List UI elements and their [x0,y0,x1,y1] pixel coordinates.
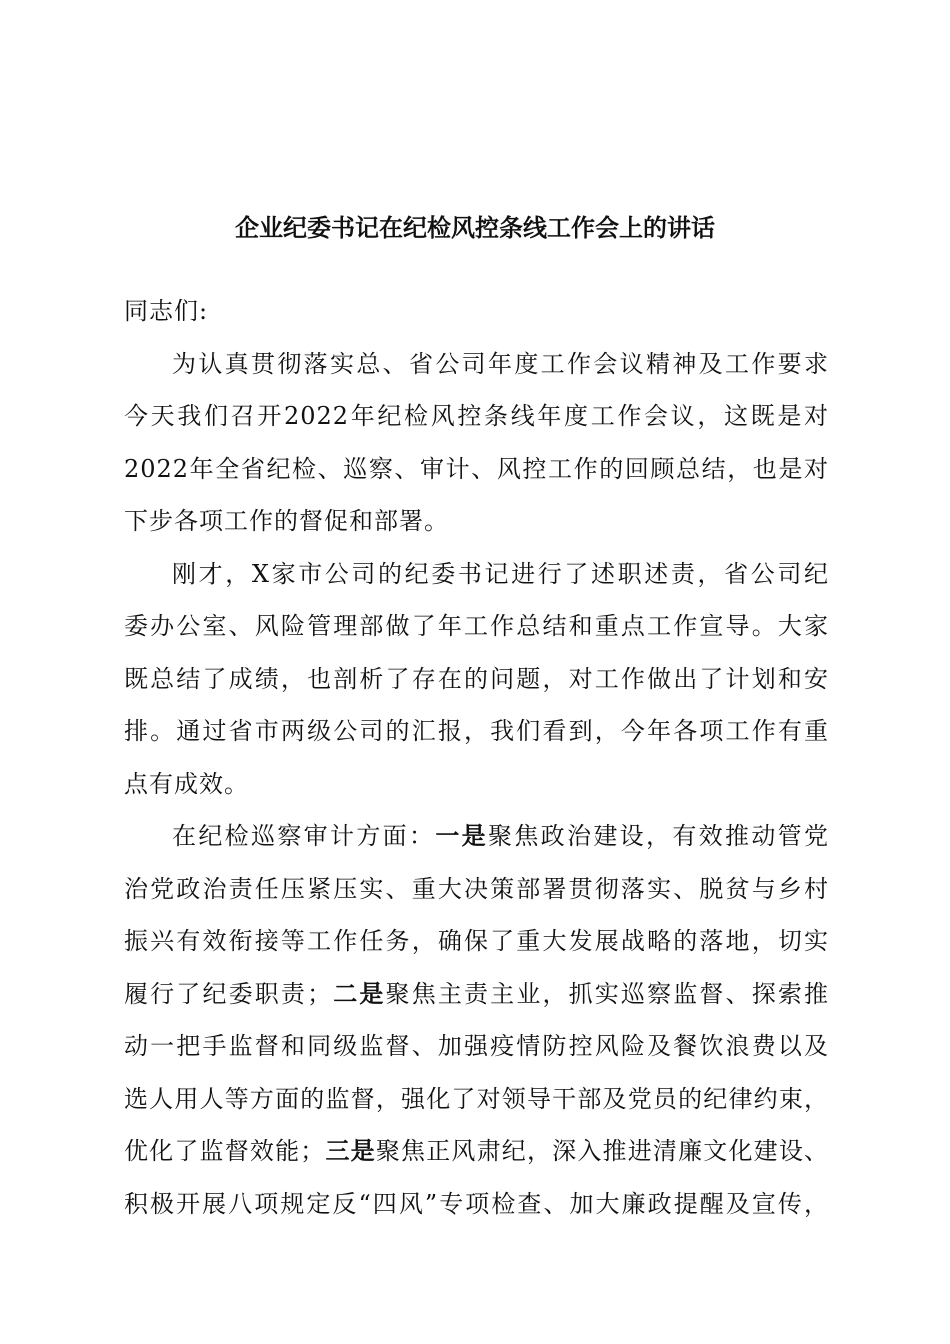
paragraph-line: 下步各项工作的督促和部署。 [124,507,449,535]
line-text: 聚焦政治建设，有效推动管党 [488,822,829,850]
paragraph-line: 振兴有效衔接等工作任务，确保了重大发展战略的落地，切实 [124,927,829,955]
line-text: 在纪检巡察审计方面： [172,822,436,850]
paragraph-line: 排。通过省市两级公司的汇报，我们看到，今年各项工作有重 [124,717,829,745]
line-text: 聚焦正风肃纪，深入推进清廉文化建设、 [375,1137,829,1165]
line-text: 履行了纪委职责； [124,979,333,1008]
paragraph-1 [124,338,829,548]
document-body [124,285,829,1230]
paragraph-line: 点有成效。 [124,769,249,798]
paragraph-3 [124,810,829,1230]
paragraph-line: 刚才，X家市公司的纪委书记进行了述职述责，省公司纪 [172,559,829,588]
paragraph-line: 既总结了成绩，也剖析了存在的问题，对工作做出了计划和安 [124,664,829,693]
paragraph-line [124,968,829,1021]
line-text: 聚焦主责主业，抓实巡察监督、探索推 [385,979,829,1008]
paragraph-line: 今天我们召开2022年纪检风控条线年度工作会议，这既是对 [124,402,829,430]
paragraph-line [124,1125,829,1178]
emphasis-text: 二是 [332,978,386,1008]
paragraph-2 [124,548,829,811]
salutation: 同志们: [124,297,209,325]
document-title: 企业纪委书记在纪检风控条线工作会上的讲话 [235,213,715,242]
paragraph-line: 选人用人等方面的监督，强化了对领导干部及党员的纪律约束， [124,1084,829,1113]
paragraph-line [124,810,829,863]
paragraph-line: 治党政治责任压紧压实、重大决策部署贯彻落实、脱贫与乡村 [124,874,829,903]
emphasis-text: 一是 [435,821,489,850]
paragraph-line: 积极开展八项规定反“四风”专项检查、加大廉政提醒及宣传， [124,1189,829,1218]
paragraph-line: 委办公室、风险管理部做了年工作总结和重点工作宣导。大家 [124,612,829,640]
paragraph-line: 2022年全省纪检、巡察、审计、风控工作的回顾总结，也是对 [124,454,829,483]
line-text: 优化了监督效能； [124,1137,326,1165]
paragraph-line: 动一把手监督和同级监督、加强疫情防控风险及餐饮浪费以及 [124,1032,829,1060]
emphasis-text: 三是 [325,1136,376,1165]
paragraph-line: 为认真贯彻落实总、省公司年度工作会议精神及工作要求 [172,349,829,378]
